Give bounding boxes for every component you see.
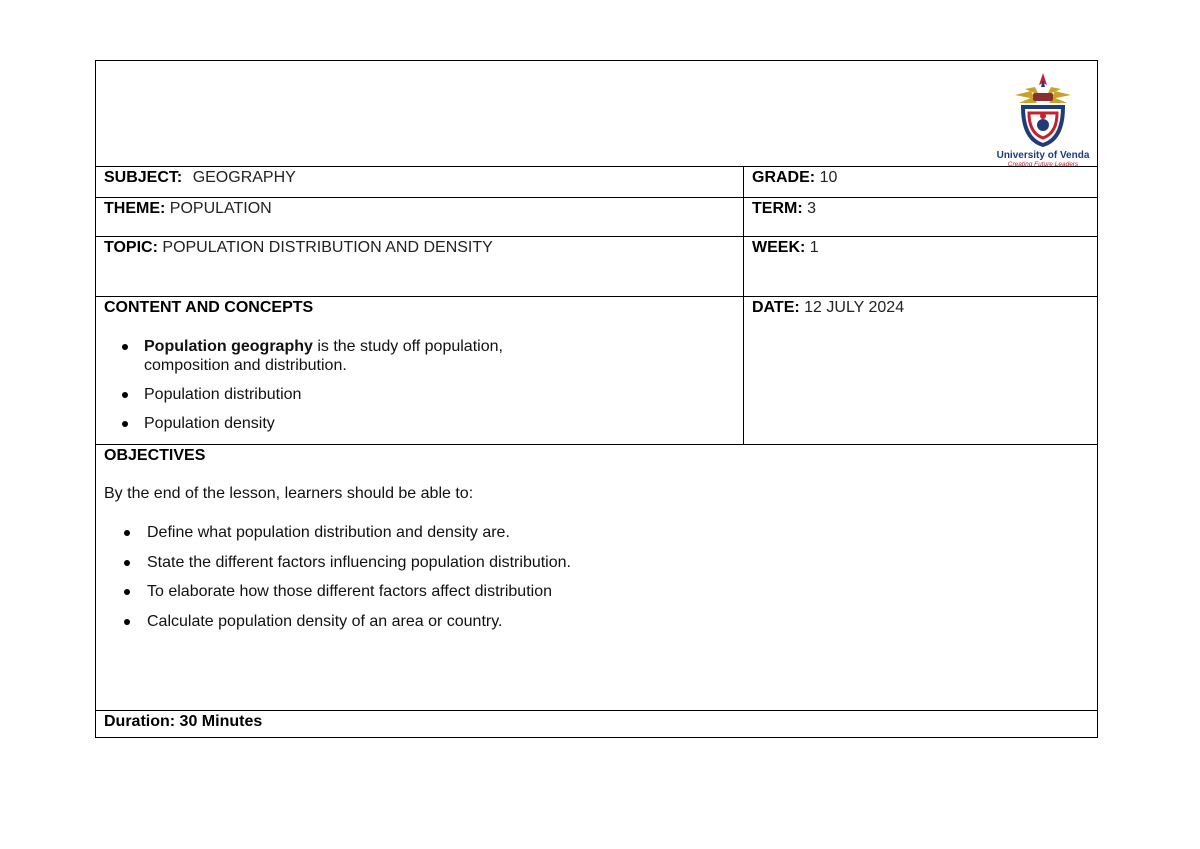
list-item xyxy=(104,582,1089,601)
grade-value: 10 xyxy=(819,169,838,186)
list-item xyxy=(104,523,1089,542)
concept-text: is the study off population, xyxy=(312,338,503,355)
objectives-cell xyxy=(96,445,1097,710)
bullet-icon xyxy=(124,530,130,536)
objective-text: State the different factors influencing population distribution. xyxy=(147,554,571,571)
week-value: 1 xyxy=(809,239,819,256)
duration-row xyxy=(96,710,1097,739)
topic-value: POPULATION DISTRIBUTION AND DENSITY xyxy=(162,239,493,256)
content-heading: CONTENT AND CONCEPTS xyxy=(104,299,314,316)
subject-cell xyxy=(96,167,744,197)
bullet-icon xyxy=(122,392,128,398)
date-value: 12 JULY 2024 xyxy=(804,299,905,316)
week-cell xyxy=(744,237,1097,296)
content-row xyxy=(96,296,1097,444)
subject-label: SUBJECT: xyxy=(104,169,183,186)
list-item xyxy=(104,337,735,375)
date-label: DATE: xyxy=(752,299,800,316)
duration-text: Duration: 30 Minutes xyxy=(104,713,263,730)
grade-cell xyxy=(744,167,1097,197)
grade-label: GRADE: xyxy=(752,169,816,186)
list-item xyxy=(104,414,735,433)
subject-value: GEOGRAPHY xyxy=(192,169,296,186)
term-cell xyxy=(744,198,1097,236)
bullet-icon xyxy=(124,589,130,595)
content-list xyxy=(104,337,735,433)
concept-text: Population density xyxy=(144,415,275,432)
duration-cell xyxy=(96,711,1097,739)
bullet-icon xyxy=(124,560,130,566)
concept-text-cont: composition and distribution. xyxy=(144,357,347,374)
university-logo xyxy=(995,69,1091,167)
concept-text: Population distribution xyxy=(144,386,302,403)
objectives-row xyxy=(96,444,1097,710)
objective-text: Define what population distribution and density are. xyxy=(147,524,510,541)
date-cell xyxy=(744,297,1097,444)
topic-label: TOPIC: xyxy=(104,239,158,256)
header-row xyxy=(96,61,1097,166)
objective-text: Calculate population density of an area or country. xyxy=(147,613,503,630)
university-crest-icon xyxy=(995,69,1091,167)
bullet-icon xyxy=(122,421,128,427)
logo-tagline: Creating Future Leaders xyxy=(1007,161,1079,167)
subject-row xyxy=(96,166,1097,197)
content-cell xyxy=(96,297,744,444)
theme-value: POPULATION xyxy=(169,200,272,217)
objectives-list xyxy=(104,523,1089,631)
logo-name: University of Venda xyxy=(996,150,1090,161)
theme-row xyxy=(96,197,1097,236)
topic-cell xyxy=(96,237,744,296)
objectives-heading: OBJECTIVES xyxy=(104,447,206,464)
lesson-plan-table xyxy=(95,60,1098,738)
bullet-icon xyxy=(124,619,130,625)
theme-cell xyxy=(96,198,744,236)
term-label: TERM: xyxy=(752,200,803,217)
term-value: 3 xyxy=(807,200,817,217)
objectives-intro: By the end of the lesson, learners should be able to: xyxy=(104,485,474,502)
topic-row xyxy=(96,236,1097,296)
objective-text: To elaborate how those different factors affect distribution xyxy=(147,583,552,600)
list-item xyxy=(104,553,1089,572)
week-label: WEEK: xyxy=(752,239,806,256)
theme-label: THEME: xyxy=(104,200,166,217)
list-item xyxy=(104,612,1089,631)
list-item xyxy=(104,385,735,404)
bullet-icon xyxy=(122,344,128,350)
concept-term: Population geography xyxy=(144,338,313,355)
